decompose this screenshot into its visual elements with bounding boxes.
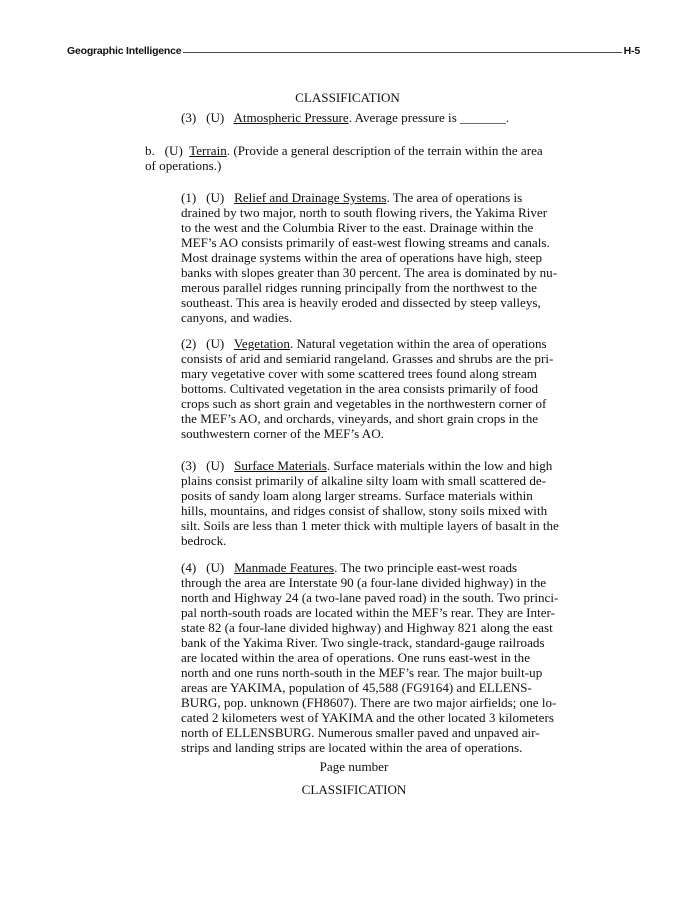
running-header	[67, 44, 640, 58]
text-line: plains consist primarily of alkaline silty loam with small scattered de-	[181, 473, 547, 488]
classification-mark: (U)	[206, 560, 225, 575]
item-title: Relief and Drainage Systems	[234, 190, 387, 205]
item-text: . The area of operations is	[386, 190, 523, 205]
item-number: (3)	[181, 458, 197, 473]
item-text: . The two principle east-west roads	[334, 560, 518, 575]
item-number: (2)	[181, 336, 197, 351]
item-number: (1)	[181, 190, 197, 205]
text-line: drained by two major, north to south flowing rivers, the Yakima River	[181, 205, 548, 220]
text-line: the MEF’s AO, and orchards, vineyards, and short grain crops in the	[181, 411, 539, 426]
item-title: Vegetation	[233, 336, 290, 351]
text-line: north and one runs north-south in the MEF’s rear. The major built-up	[181, 665, 543, 680]
text-line: pal north-south roads are located within the MEF’s rear. They are Inter-	[181, 605, 556, 620]
item-number: (3)	[181, 110, 197, 125]
text-line: southeast. This area is heavily eroded and dissected by steep valleys,	[181, 295, 541, 310]
text-line: posits of sandy loam along larger streams. Surface materials within	[181, 488, 533, 503]
text-line: north of ELLENSBURG. Numerous smaller paved and unpaved air-	[181, 725, 540, 740]
text-line: cated 2 kilometers west of YAKIMA and the other located 3 kilometers	[181, 710, 554, 725]
classification-mark: (U)	[206, 110, 225, 125]
text-line: north and Highway 24 (a two-lane paved road) in the south. Two princi-	[181, 590, 559, 605]
text-line: banks with slopes greater than 30 percent. The area is dominated by nu-	[181, 265, 558, 280]
classification-mark: (U)	[206, 336, 225, 351]
item-title: Manmade Features	[234, 560, 335, 575]
text-line: hills, mountains, and ridges consist of shallow, stony soils mixed with	[181, 503, 548, 518]
page-number-placeholder: Page number	[319, 759, 389, 774]
text-line: areas are YAKIMA, population of 45,588 (FG9164) and ELLENS-	[181, 680, 532, 695]
classification-mark: (U)	[206, 190, 225, 205]
text-line: Most drainage systems within the area of operations have high, steep	[181, 250, 543, 265]
section-text: . (Provide a general description of the terrain within the area	[226, 143, 543, 158]
item-title: Surface Materials	[234, 458, 327, 473]
text-line: bottoms. Cultivated vegetation in the area consists primarily of food	[181, 381, 539, 396]
text-line: to the west and the Columbia River to the east. Drainage within the	[181, 220, 534, 235]
classification-mark: (U)	[164, 143, 183, 158]
text-line: mary vegetative cover with some scattered trees found along stream	[181, 366, 537, 381]
text-line: are located within the area of operations. One runs east-west in the	[181, 650, 531, 665]
text-line: state 82 (a four-lane divided highway) and Highway 821 along the east	[181, 620, 553, 635]
text-line: merous parallel ridges running principally from the northwest to the	[181, 280, 537, 295]
header-page-number: H-5	[623, 45, 640, 57]
classification-bottom: CLASSIFICATION	[301, 782, 407, 797]
text-line: silt. Soils are less than 1 meter thick with multiple layers of basalt in the	[181, 518, 559, 533]
header-rule	[183, 52, 621, 53]
text-line: crops such as short grain and vegetables in the northwestern corner of	[181, 396, 547, 411]
text-line: through the area are Interstate 90 (a four-lane divided highway) in the	[181, 575, 547, 590]
item-number: (4)	[181, 560, 197, 575]
text-line: consists of arid and semiarid rangeland. Grasses and shrubs are the pri-	[181, 351, 554, 366]
text-line: MEF’s AO consists primarily of east-west flowing streams and canals.	[181, 235, 550, 250]
item-text: . Natural vegetation within the area of operations	[289, 336, 547, 351]
text-line: southwestern corner of the MEF’s AO.	[181, 426, 384, 441]
item-title: Atmospheric Pressure	[233, 110, 349, 125]
text-line: strips and landing strips are located within the area of operations.	[181, 740, 523, 755]
text-line: bedrock.	[181, 533, 227, 548]
header-section-title: Geographic Intelligence	[67, 45, 182, 57]
text-line: canyons, and wadies.	[181, 310, 293, 325]
atmospheric-pressure-item	[181, 110, 509, 125]
text-line: BURG, pop. unknown (FH8607). There are two major airfields; one lo-	[181, 695, 557, 710]
classification-top: CLASSIFICATION	[295, 90, 400, 105]
section-title: Terrain	[189, 143, 227, 158]
text-line: bank of the Yakima River. Two single-track, standard-gauge railroads	[181, 635, 545, 650]
item-text: . Surface materials within the low and high	[326, 458, 553, 473]
section-letter: b.	[145, 143, 155, 158]
item-text: . Average pressure is _______.	[348, 110, 510, 125]
classification-mark: (U)	[206, 458, 225, 473]
section-text: of operations.)	[145, 158, 222, 173]
